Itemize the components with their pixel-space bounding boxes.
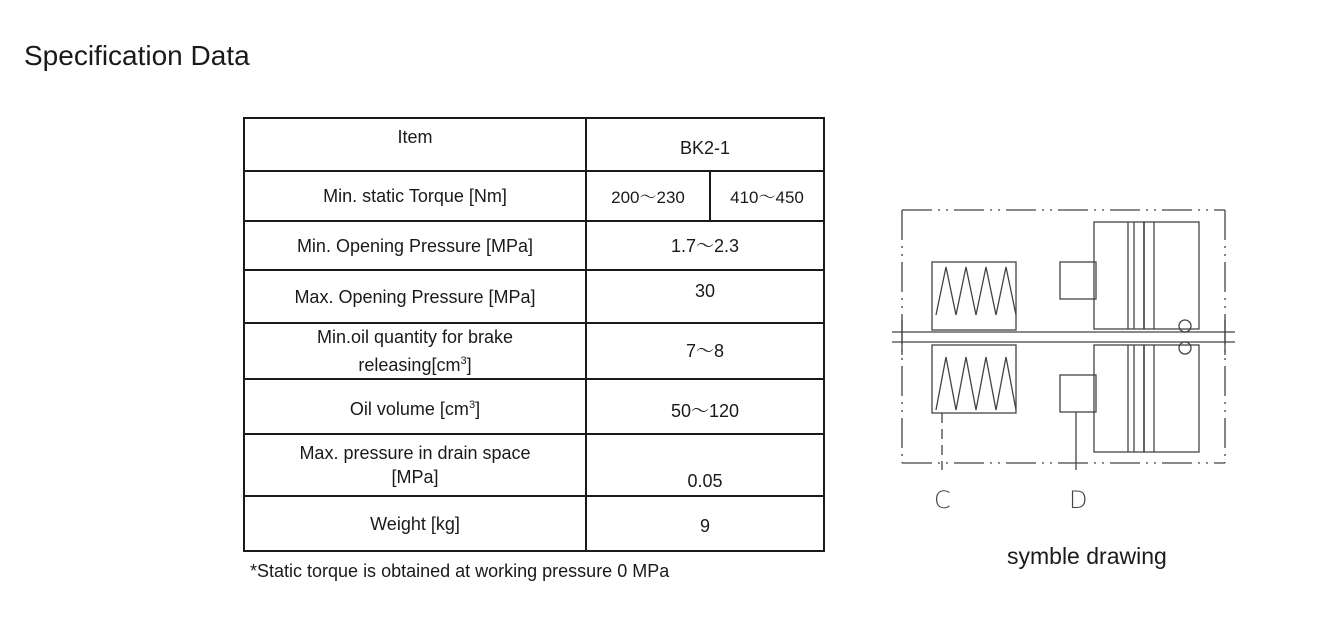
drain-pressure-value: 0.05 — [687, 471, 723, 491]
row-label-line1: Max. pressure in drain space — [299, 443, 531, 463]
label-superscript: 3 — [460, 355, 467, 367]
row-value — [586, 434, 824, 496]
label-superscript: 3 — [468, 398, 476, 411]
specification-table — [243, 117, 825, 552]
upper-piston — [1060, 222, 1199, 329]
label-end: ] — [466, 355, 472, 375]
row-label-line2: [MPa] — [391, 467, 439, 487]
lower-spring — [932, 345, 1016, 413]
port-lines — [942, 412, 1076, 470]
port-c-label: C — [934, 486, 951, 514]
table-row — [244, 379, 824, 434]
row-value: 1.7～2.3 — [586, 221, 824, 270]
label-end: ] — [475, 398, 481, 419]
table-row — [244, 434, 824, 496]
row-value — [710, 171, 824, 221]
diagram-caption: symble drawing — [1007, 543, 1167, 569]
page-title: Specification Data — [24, 40, 250, 71]
o-ring-symbols — [1179, 320, 1191, 354]
row-value — [586, 379, 824, 434]
header-model-cell — [586, 118, 824, 171]
row-label — [244, 323, 586, 379]
row-value: 7～8 — [586, 323, 824, 379]
table-header-row — [244, 118, 824, 171]
shaft — [892, 320, 1235, 355]
label-text: releasing[cm — [358, 355, 461, 375]
lower-piston — [1060, 345, 1199, 452]
max-opening-pressure-value: 30 — [694, 280, 716, 301]
oil-volume-value: 50～120 — [670, 400, 740, 421]
header-item-cell — [244, 118, 586, 171]
row-value — [586, 270, 824, 323]
row-label-line1: Min.oil quantity for brake — [316, 327, 514, 347]
table-row — [244, 270, 824, 323]
row-label — [244, 434, 586, 496]
row-value — [586, 171, 710, 221]
footnote: *Static torque is obtained at working pressure 0 MPa — [250, 561, 670, 581]
row-label-line2 — [245, 349, 585, 377]
weight-value: 9 — [699, 515, 710, 536]
table-row — [244, 496, 824, 551]
header-item-label: Item — [397, 126, 433, 147]
row-label: Min. static Torque [Nm] — [244, 171, 586, 221]
row-value — [586, 496, 824, 551]
torque-value-2: 410～450 — [730, 188, 804, 207]
torque-value-1: 200～230 — [611, 188, 685, 207]
row-label — [244, 379, 586, 434]
housing-outline — [902, 210, 1225, 463]
row-label: Min. Opening Pressure [MPa] — [244, 221, 586, 270]
row-label: Max. Opening Pressure [MPa] — [244, 270, 586, 323]
brake-symbol-diagram — [890, 205, 1240, 470]
table-row — [244, 221, 824, 270]
label-text: Oil volume [cm — [349, 398, 469, 419]
upper-spring — [932, 262, 1016, 330]
port-d-label: D — [1069, 486, 1088, 514]
row-label: Weight [kg] — [244, 496, 586, 551]
header-model-label: BK2-1 — [679, 137, 731, 158]
table-row — [244, 171, 824, 221]
table-row — [244, 323, 824, 379]
